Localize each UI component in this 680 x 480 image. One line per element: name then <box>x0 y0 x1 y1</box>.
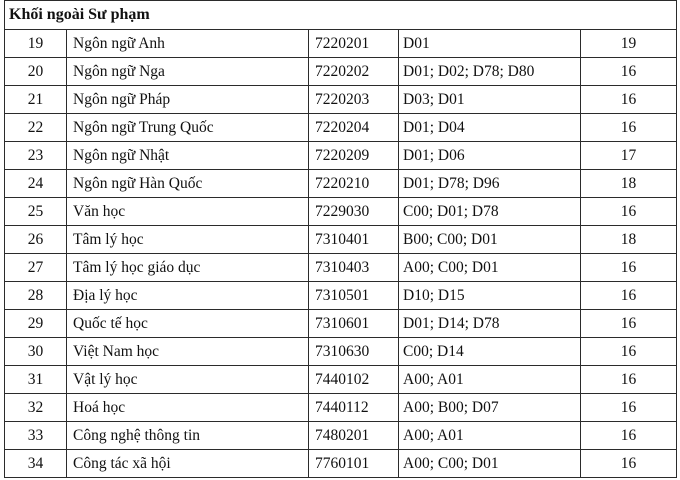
table-row <box>5 114 677 142</box>
subject-combination-cell: D01; D04 <box>399 114 581 142</box>
table-row <box>5 310 677 338</box>
major-code-cell: 7310501 <box>309 282 399 310</box>
row-number-cell: 21 <box>5 86 67 114</box>
major-code-cell: 7310630 <box>309 338 399 366</box>
row-number-cell: 23 <box>5 142 67 170</box>
cutoff-score-cell: 16 <box>581 254 677 282</box>
major-code-cell: 7229030 <box>309 198 399 226</box>
row-number-cell: 28 <box>5 282 67 310</box>
table-row <box>5 198 677 226</box>
major-code-cell: 7220210 <box>309 170 399 198</box>
major-code-cell: 7310401 <box>309 226 399 254</box>
cutoff-score-cell: 16 <box>581 422 677 450</box>
table-row <box>5 282 677 310</box>
subject-combination-cell: A00; A01 <box>399 366 581 394</box>
table-row <box>5 450 677 478</box>
major-code-cell: 7440112 <box>309 394 399 422</box>
table-row <box>5 366 677 394</box>
row-number-cell: 20 <box>5 58 67 86</box>
cutoff-score-cell: 18 <box>581 170 677 198</box>
major-name-cell: Ngôn ngữ Hàn Quốc <box>67 170 309 198</box>
cutoff-score-cell: 16 <box>581 394 677 422</box>
cutoff-score-cell: 16 <box>581 58 677 86</box>
cutoff-score-cell: 16 <box>581 282 677 310</box>
table-row <box>5 30 677 58</box>
table-row <box>5 338 677 366</box>
major-name-cell: Ngôn ngữ Trung Quốc <box>67 114 309 142</box>
major-name-cell: Quốc tế học <box>67 310 309 338</box>
subject-combination-cell: D01; D02; D78; D80 <box>399 58 581 86</box>
subject-combination-cell: D01; D78; D96 <box>399 170 581 198</box>
row-number-cell: 25 <box>5 198 67 226</box>
table-row <box>5 142 677 170</box>
subject-combination-cell: D03; D01 <box>399 86 581 114</box>
cutoff-score-cell: 16 <box>581 338 677 366</box>
cutoff-score-cell: 16 <box>581 198 677 226</box>
major-name-cell: Ngôn ngữ Nga <box>67 58 309 86</box>
document-page <box>4 0 676 478</box>
table-row <box>5 254 677 282</box>
subject-combination-cell: C00; D14 <box>399 338 581 366</box>
subject-combination-cell: D01; D06 <box>399 142 581 170</box>
section-header-row <box>5 1 677 30</box>
row-number-cell: 33 <box>5 422 67 450</box>
cutoff-score-cell: 17 <box>581 142 677 170</box>
major-code-cell: 7220209 <box>309 142 399 170</box>
row-number-cell: 26 <box>5 226 67 254</box>
cutoff-score-cell: 16 <box>581 114 677 142</box>
major-name-cell: Văn học <box>67 198 309 226</box>
major-code-cell: 7220204 <box>309 114 399 142</box>
major-name-cell: Việt Nam học <box>67 338 309 366</box>
major-name-cell: Ngôn ngữ Pháp <box>67 86 309 114</box>
cutoff-score-cell: 16 <box>581 450 677 478</box>
row-number-cell: 19 <box>5 30 67 58</box>
subject-combination-cell: D01 <box>399 30 581 58</box>
major-name-cell: Hoá học <box>67 394 309 422</box>
table-row <box>5 394 677 422</box>
cutoff-score-cell: 16 <box>581 366 677 394</box>
major-name-cell: Ngôn ngữ Anh <box>67 30 309 58</box>
row-number-cell: 27 <box>5 254 67 282</box>
major-code-cell: 7480201 <box>309 422 399 450</box>
major-code-cell: 7440102 <box>309 366 399 394</box>
cutoff-score-cell: 16 <box>581 310 677 338</box>
major-name-cell: Ngôn ngữ Nhật <box>67 142 309 170</box>
subject-combination-cell: A00; C00; D01 <box>399 450 581 478</box>
cutoff-score-cell: 18 <box>581 226 677 254</box>
subject-combination-cell: B00; C00; D01 <box>399 226 581 254</box>
table-row <box>5 58 677 86</box>
major-code-cell: 7760101 <box>309 450 399 478</box>
major-name-cell: Tâm lý học <box>67 226 309 254</box>
table-row <box>5 86 677 114</box>
table-row <box>5 170 677 198</box>
row-number-cell: 30 <box>5 338 67 366</box>
table-row <box>5 422 677 450</box>
subject-combination-cell: D01; D14; D78 <box>399 310 581 338</box>
admission-table <box>4 0 677 478</box>
subject-combination-cell: C00; D01; D78 <box>399 198 581 226</box>
major-name-cell: Công nghệ thông tin <box>67 422 309 450</box>
subject-combination-cell: A00; C00; D01 <box>399 254 581 282</box>
major-code-cell: 7310601 <box>309 310 399 338</box>
major-name-cell: Vật lý học <box>67 366 309 394</box>
section-title: Khối ngoài Sư phạm <box>5 1 677 30</box>
cutoff-score-cell: 19 <box>581 30 677 58</box>
major-code-cell: 7220202 <box>309 58 399 86</box>
cutoff-score-cell: 16 <box>581 86 677 114</box>
row-number-cell: 34 <box>5 450 67 478</box>
table-row <box>5 226 677 254</box>
subject-combination-cell: A00; A01 <box>399 422 581 450</box>
subject-combination-cell: D10; D15 <box>399 282 581 310</box>
row-number-cell: 31 <box>5 366 67 394</box>
major-name-cell: Công tác xã hội <box>67 450 309 478</box>
row-number-cell: 32 <box>5 394 67 422</box>
major-name-cell: Tâm lý học giáo dục <box>67 254 309 282</box>
row-number-cell: 22 <box>5 114 67 142</box>
row-number-cell: 24 <box>5 170 67 198</box>
subject-combination-cell: A00; B00; D07 <box>399 394 581 422</box>
major-code-cell: 7220203 <box>309 86 399 114</box>
row-number-cell: 29 <box>5 310 67 338</box>
major-name-cell: Địa lý học <box>67 282 309 310</box>
major-code-cell: 7220201 <box>309 30 399 58</box>
major-code-cell: 7310403 <box>309 254 399 282</box>
